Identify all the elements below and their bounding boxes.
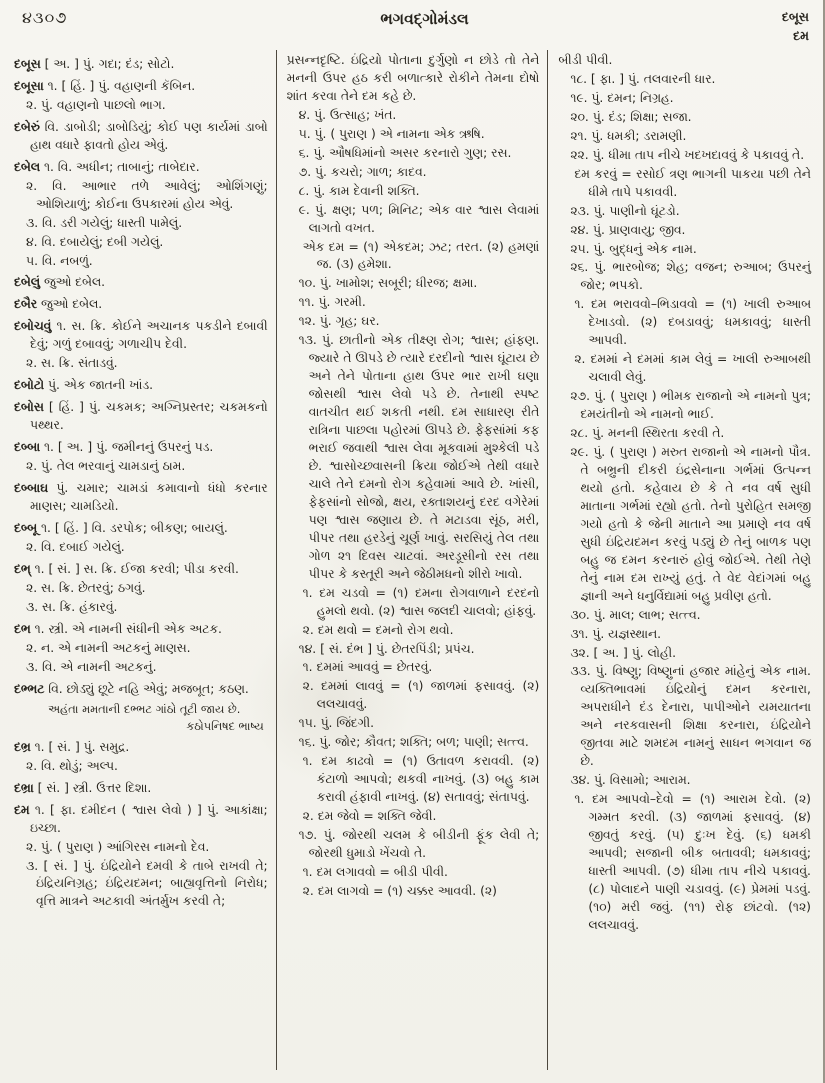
headword: દબેલ xyxy=(14,159,41,174)
sense-paragraph: ૮. પું. કામ દેવાની શક્તિ. xyxy=(298,183,420,198)
text-columns xyxy=(0,48,823,1076)
headword: દબ્બા xyxy=(14,440,41,455)
sense-paragraph: ૧૨. પું. ગૃહ; ઘર. xyxy=(298,314,380,329)
sense-paragraph: ૨૩. પું. પાણીનો ઘૂંટડો. xyxy=(570,203,680,218)
sense-paragraph: ૨. સ. ક્રિ. સંતાડવું. xyxy=(26,356,118,371)
sense-paragraph: ૨૦. પું. દંડ; શિક્ષા; સજા. xyxy=(570,109,692,124)
sense-paragraph: ૨. પું. તેલ ભરવાનું ચામડાનું ઠામ. xyxy=(26,459,186,474)
headword: દબ્બૂ xyxy=(14,520,38,535)
sense-paragraph: ૬. પું. ઔષધિમાંનો અસર કરનારો ગુણ; રસ. xyxy=(298,145,512,160)
column-1 xyxy=(4,50,276,1070)
sense-paragraph: ૩. વિ. ડરી ગયેલું; ધાસ્તી પામેલું. xyxy=(26,215,183,230)
idiom-paragraph: ૨. દમમાં લાવવું = (૧) જાળમાં ફસાવવું. (૨) લલચાવવું. xyxy=(302,679,540,712)
idiom-paragraph: ૨. દમ જેવો = શક્તિ જેવી. xyxy=(302,809,437,824)
sense-paragraph: ૩. વિ. એ નામની અટકનું. xyxy=(26,659,157,674)
entry-paragraph: દભ્રા [ સં. ] સ્ત્રી. ઉત્તર દિશા. xyxy=(14,780,152,795)
column-3 xyxy=(547,50,819,1070)
entry-paragraph: દભ ૧. સ્ત્રી. એ નામની સંધીની એક અટક. xyxy=(14,621,222,636)
entry-paragraph: દબ્બાઘ પું. ચમાર; ચામડાં કમાવાનો ધંધો કરનાર માણસ; ચામડિયો. xyxy=(14,481,268,513)
sense-paragraph: ૨. વિ. થોડું; અલ્પ. xyxy=(26,758,118,773)
entry-paragraph: દભ્ર ૧. [ સં. ] પું. સમુદ્ર. xyxy=(14,739,130,754)
continuation-paragraph: પ્રસન્નદૃષ્ટિ. ઇંદ્રિયો પોતાના દુર્ગુણો ન છોડે તો તેને મનની ઉપર હઠ કરી બળાત્કારે રોકીને તેમના દોષો શાંત કરવા તેને દમ કહે છે. xyxy=(286,53,540,103)
sense-paragraph: ૧૬. પું. જોર; કૌવત; શક્તિ; બળ; પાણી; સત્ત્વ. xyxy=(298,735,529,750)
sense-paragraph: ૨. પું. ( પુરાણ ) આંગિરસ નામનો દેવ. xyxy=(26,839,210,854)
sense-paragraph: ૭. પું. કચરો; ગાળ; કાદવ. xyxy=(298,164,427,179)
sense-paragraph: ૯. પું. ક્ષણ; પળ; મિનિટ; એક વાર શ્વાસ લેવામાં લાગતો વખત. xyxy=(298,202,540,235)
idiom-paragraph: ૧. દમ ભરાવવો–ભિડાવવો = (૧) ખાલી રુઆબ દેખાડવો. (૨) દબડાવવું; ધમકાવવું; ધાસ્તી આપવી. xyxy=(574,297,811,348)
book-title: ભગવદ્ગોમંડલ xyxy=(380,10,469,28)
sense-paragraph: ૪. પું. ઉત્સાહ; ખંત. xyxy=(298,107,397,122)
headword: દબ્બાઘ xyxy=(14,481,49,496)
headword: દભ્રા xyxy=(14,780,34,795)
idiom-paragraph: એક દમ = (૧) એકદમ; ઝટ; તરત. (૨) હમણાં જ. (૩) હમેશા. xyxy=(302,239,540,272)
column-2 xyxy=(276,50,548,1070)
headword: દભ xyxy=(14,621,31,636)
sense-paragraph: ૧૯. પું. દમન; નિગ્રહ. xyxy=(570,90,674,105)
sense-paragraph: ૨૧. પું. ધમકી; ડરામણી. xyxy=(570,128,687,143)
idiom-paragraph: ૨. દમમાં ને દમમાં કામ લેવું = ખાલી રુઆબથી ચલાવી લેવું. xyxy=(574,352,811,385)
idiom-paragraph: ૧. દમ ચડવો = (૧) દમના રોગવાળાને દરદનો હુમલો થવો. (૨) શ્વાસ જલદી ચાલવો; હાંફવું. xyxy=(302,585,540,618)
headword: દબોસ xyxy=(14,400,44,415)
sense-paragraph: ૨૬. પું. ભારબોજ; શેહ; વજન; રુઆબ; ઉપરનું જોર; ભપકો. xyxy=(570,260,811,293)
sense-paragraph: ૧૩. પું. છાતીનો એક તીક્ષ્ણ રોગ; શ્વાસ; હાંફણ. જ્યારે તે ઊપડે છે ત્યારે દરદીનો શ્વાસ ઘૂંટાય છે અને તેને પોતાના હાથ ઉપર ભાર રાખી ઘણા જોસથી શ્વાસ લેવો પડે છે. તેનાથી સ્પષ્ટ વાતચીત થઈ શકતી નથી. દમ સાધારણ રીતે રાત્રિના પાછલા પહોરમાં ઊપડે છે. ફેફસાંમાં કફ ભરાઈ જવાથી શ્વાસ લેવા મૂકવામાં મુશ્કેલી પડે છે. શ્વાસોચ્છ્વાસની ક્રિયા જોઈએ તેથી વધારે ચાલે તેને દમનો રોગ કહેવામાં આવે છે. ખાંસી, ફેફસાંનો સોજો, ક્ષય, રક્તાશયનું દરદ વગેરેમાં પણ શ્વાસ જણાય છે. તે મટાડવા સૂંઠ, મરી, પીપર તથા હરડેનું ચૂર્ણ ખાવું. સરસિયું તેલ તથા ગોળ ૨૧ દિવસ ચાટવાં. અરડૂસીનો રસ તથા પીપર કે કસ્તૂરી અને જેઠીમધનો શીરો ખાવો. xyxy=(298,333,540,581)
sense-paragraph: ૨૪. પું. પ્રાણવાયુ; જીવ. xyxy=(570,222,686,237)
sense-paragraph: ૧૪. [ સં. દંભ ] પું. છેતરપિંડી; પ્રપંચ. xyxy=(298,641,475,656)
attrib-paragraph: કઠોપનિષદ ભાષ્ય xyxy=(186,719,264,734)
entry-paragraph: દબૂસા ૧. [ હિં. ] પું. વહાણની કૅબિન. xyxy=(14,78,196,93)
sense-paragraph: ૧૦. પું. ખામોશ; સબૂરી; ધીરજ; ક્ષમા. xyxy=(298,276,478,291)
idiom-paragraph: ૧. દમ લગાવવો = બીડી પીવી. xyxy=(302,864,448,879)
guide-word-top: દબૂસ xyxy=(781,9,809,24)
sense-paragraph: ૨. ન. એ નામની અટકનું માણસ. xyxy=(26,640,191,655)
entry-paragraph: દબ્બા ૧. [ અ. ] પું. જમીનનું ઉપરનું પડ. xyxy=(14,440,214,455)
idiom-paragraph: ૨. દમ લાગવો = (૧) ચક્કર આવવી. (૨) xyxy=(302,883,497,898)
sense-paragraph: ૩૩. પું. વિષ્ણુ; વિષ્ણુનાં હજાર માંહેનું એક નામ. વ્યક્તિભાવમાં ઇંદ્રિયોનું દમન કરનારા, અપરાધીને દંડ દેનારા, પાપીઓને યમયાતના અને નરકવાસની શિક્ષા કરનારા, ઇંદ્રિયોને જીતવા માટે શમદમ નામનું સાધન ભગવાન જ છે. xyxy=(570,664,811,769)
guide-word-bottom: દમ xyxy=(793,27,809,43)
sense-paragraph: ૪. વિ. દબાયેલું; દબી ગયેલું. xyxy=(26,234,164,249)
sense-paragraph: ૩૧. પું. યજ્ઞસ્થાન. xyxy=(570,626,662,641)
quote-paragraph: અહંતા મમતાની દભ્ભટ ગાંઠો તૂટી જાય છે. xyxy=(48,701,241,716)
sense-paragraph: ૩. [ સં. ] પું. ઇંદ્રિયોને દમવી કે તાબે રાખવી તે; ઇંદ્રિયનિગ્રહ; ઇંદ્રિયદમન; બાહ્યવૃત્તિનો નિરોધ; વૃત્તિ માત્રને અટકાવી અંતર્મુખ કરવી તે; xyxy=(26,858,268,909)
entry-paragraph: દમ ૧. [ ફા. દમીદન ( શ્વાસ લેવો ) ] પું. આકાંક્ષા; ઇચ્છા. xyxy=(14,802,268,835)
sense-paragraph: ૩૨. [ અ. ] પું. લોહી. xyxy=(570,645,677,660)
sense-paragraph: ૧૮. [ ફા. ] પું. તલવારની ધાર. xyxy=(570,71,716,86)
idiom-paragraph: ૧. દમ આપવો–દેવો = (૧) આરામ દેવો. (૨) ગમ્મત કરવી. (૩) જાળમાં ફસાવવું. (૪) જીવતું કરવું. (૫) દુઃખ દેવું. (૬) ધમકી આપવી; સજાની બીક બતાવવી; ધમકાવવું; ધાસ્તી આપવી. (૭) ધીમા તાપ નીચે પકાવવું. (૮) પોલાદને પાણી ચડાવવું. (૯) પ્રેમમાં પડવું. (૧૦) મરી જવું. (૧૧) રોફ છાંટવો. (૧૨) લલચાવવું. xyxy=(574,792,811,932)
idiom-paragraph: ૨. દમ થવો = દમનો રોગ થવો. xyxy=(302,622,454,637)
page-number: ૪૩૦૭ xyxy=(22,8,68,27)
entry-paragraph: દબોટો પું. એક જાતની ખાંડ. xyxy=(14,378,154,393)
sense-paragraph: ૧૭. પું. જોરથી ચલમ કે બીડીની ફૂંક લેવી તે; જોરથી ધુમાડો ખેંચવો તે. xyxy=(298,828,540,860)
entry-paragraph: દબોસ [ હિં. ] પું. ચકમક; અગ્નિપ્રસ્તર; ચકમકનો પથ્થર. xyxy=(14,400,268,433)
entry-paragraph: દભ્ભટ વિ. છોડ્યું છૂટે નહિ એવું; મજબૂત; કઠણ. xyxy=(14,681,249,696)
entry-paragraph: દભ્ ૧. [ સં. ] સ. ક્રિ. ઈજા કરવી; પીડા કરવી. xyxy=(14,561,239,576)
entry-paragraph: દબોચવું ૧. સ. ક્રિ. કોઈને અચાનક પકડીને દબાવી દેવું; ગળું દબાવવું; ગળાચીપ દેવી. xyxy=(14,319,268,352)
headword: દબૂસા xyxy=(14,78,44,93)
page-header xyxy=(0,0,823,48)
sense-paragraph: ૩૪. પું. વિસામો; આરામ. xyxy=(570,773,691,788)
sense-paragraph: ૨૯. પું. ( પુરાણ ) મરુત રાજાનો એ નામનો પૌત્ર. તે બભ્રુની દીકરી ઇંદ્રસેનાના ગર્ભમાં ઉત્પન્ન થયો હતો. કહેવાય છે કે તે નવ વર્ષ સુધી માતાના ગર્ભમાં રહ્યો હતો. તેનો પુરોહિત સમજી ગયો હતો કે જેની માતાને આ પ્રમાણે નવ વર્ષ સુધી ઇંદ્રિયદમન કરવું પડ્યું છે તેનું બાળક પણ બહુ જ દમન કરનારું હોવું જોઈએ. તેથી તેણે તેનું નામ દમ રાખ્યું હતું. તે વેદ વેદાંગમાં બહુ જ્ઞાની અને ધનુર્વિદ્યામાં બહુ પ્રવીણ હતો. xyxy=(570,445,811,603)
entry-paragraph: દબ્બૂ ૧. [ હિં. ] વિ. ડરપોક; બીકણ; બાયલું. xyxy=(14,520,228,535)
sense-paragraph: ૨૮. પું. મનની સ્થિરતા કરવી તે. xyxy=(570,426,725,441)
headword: દબૂસ xyxy=(14,57,41,71)
entry-paragraph: દબૈર જુઓ દબેલ. xyxy=(14,297,103,312)
sense-paragraph: ૨૨. પું. ધીમા તાપ નીચે ખદખદાવવું કે પકાવવું તે. xyxy=(570,147,805,162)
headword: દબૈર xyxy=(14,297,38,312)
idiom-paragraph: ૧. દમ કાઢવો = (૧) ઉતાવળ કરાવવી. (૨) કંટાળો આપવો; થકવી નાખવું. (૩) બહુ કામ કરાવી હંફાવી નાખવું. (૪) સતાવવું; સંતાપવું. xyxy=(302,754,540,805)
headword: દબેરું xyxy=(14,119,40,134)
entry-paragraph: દબેરું વિ. ડાબોડી; ડાબોડિયું; કોઈ પણ કાર્યમાં ડાબો હાથ વધારે ફાવતો હોય એવું. xyxy=(14,119,268,152)
sense-paragraph: ૨૭. પું. ( પુરાણ ) ભીમક રાજાનો એ નામનો પુત્ર; દમયંતીનો એ નામનો ભાઈ. xyxy=(570,389,811,422)
sense-paragraph: ૨. વિ. દબાઈ ગયેલું. xyxy=(26,539,125,554)
sense-paragraph: ૨. સ. ક્રિ. છેતરવું; ઠગવું. xyxy=(26,580,146,595)
headword: દભ્ xyxy=(14,561,31,576)
sense-paragraph: ૨૫. પું. બુદ્ધનું એક નામ. xyxy=(570,241,697,256)
idiom-paragraph: ૧. દમમાં આવવું = છેતરવું. xyxy=(302,660,433,675)
headword: દબોટો xyxy=(14,378,45,393)
headword: દબોચવું xyxy=(14,319,52,334)
sense-paragraph: ૩૦. પું. માલ; લાભ; સત્ત્વ. xyxy=(570,607,701,622)
guide-words xyxy=(782,8,809,46)
sense-paragraph: ૩. સ. ક્રિ. હંકારવું. xyxy=(26,599,118,614)
entry-paragraph: દબેલ ૧. વિ. અધીન; તાબાનું; તાબેદાર. xyxy=(14,159,200,174)
sense-paragraph: ૨. વિ. આભાર તળે આવેલું; ઓશિંગણું; ઓશિયાળું; કોઈના ઉપકારમાં હોય એવું. xyxy=(26,178,268,211)
headword: દબેલું xyxy=(14,275,41,290)
sense-paragraph: ૨. પું. વહાણનો પાછલો ભાગ. xyxy=(26,97,166,112)
continuation-paragraph: બીડી પીવી. xyxy=(558,53,613,67)
sense-paragraph: ૧૫. પું. જિંદગી. xyxy=(298,716,375,731)
headword: દભ્ર xyxy=(14,739,31,754)
entry-paragraph: દબેલું જુઓ દબેલ. xyxy=(14,275,106,290)
idiom-paragraph: દમ કરવું = રસોઈ ત્રણ ભાગની પાકયા પછી તેને ધીમે તાપે પકાવવી. xyxy=(574,166,811,199)
headword: દભ્ભટ xyxy=(14,681,45,696)
sense-paragraph: ૫. વિ. નબળું. xyxy=(26,253,93,268)
sense-paragraph: ૧૧. પું. ગરમી. xyxy=(298,295,366,310)
sense-paragraph: ૫. પું. ( પુરાણ ) એ નામના એક ઋષિ. xyxy=(298,126,485,141)
entry-paragraph: દબૂસ [ અ. ] પું. ગદા; દંડ; સોટો. xyxy=(14,57,175,71)
headword: દમ xyxy=(14,802,30,817)
